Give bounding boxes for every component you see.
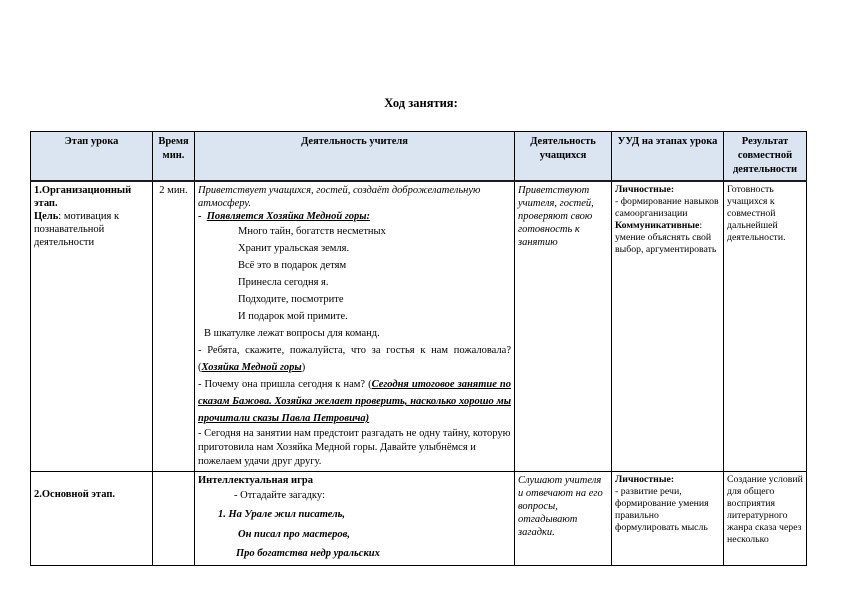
stage-title: 1.Организационный этап. bbox=[34, 185, 132, 209]
header-time: Время мин. bbox=[153, 132, 195, 182]
poem: Много тайн, богатств несметных Хранит уральская земля. Всё это в подарок детям Принесла сегодня я. Подходите, посмотрите И подарок мой примите. bbox=[238, 226, 386, 322]
teacher-activity-cell bbox=[195, 181, 515, 472]
uud-cell: Личностные: - развитие речи, формирование умения правильно формулировать мысль bbox=[612, 472, 724, 566]
header-stage: Этап урока bbox=[31, 132, 153, 182]
teacher-intro: Приветствует учащихся, гостей, создаёт доброжелательную атмосферу. bbox=[198, 185, 481, 209]
student-activity-cell: Слушают учителя и отвечают на его вопросы, отгадывают загадки. bbox=[515, 472, 612, 566]
game-title: Интеллектуальная игра bbox=[198, 475, 313, 486]
riddle-line: Он писал про мастеров, bbox=[238, 529, 350, 540]
student-activity-cell: Приветствуют учителя, гостей, проверяют свою готовность к занятию bbox=[515, 181, 612, 472]
stage-goal: Цель: мотивация к познавательной деятельности bbox=[34, 211, 120, 248]
table-header-row bbox=[31, 132, 807, 182]
stage-cell: 2.Основной этап. bbox=[31, 472, 153, 566]
uud-cell: Личностные: - формирование навыков самоорганизации Коммуникативные: умение объяснять свой выбор, аргументировать bbox=[612, 181, 724, 472]
question-2: - Почему она пришла сегодня к нам? (Сегодня итоговое занятие по сказам Бажова. Хозяйка желает проверить, насколько хорошо мы прочитали сказы Павла Петровича) bbox=[198, 379, 511, 424]
lesson-table bbox=[30, 131, 807, 566]
riddle-line: Про богатства недр уральских bbox=[236, 548, 380, 559]
riddle-prompt: - Отгадайте загадку: bbox=[234, 490, 325, 501]
box-text: В шкатулке лежат вопросы для команд. bbox=[204, 328, 380, 339]
appears-line: - Появляется Хозяйка Медной горы: bbox=[198, 211, 370, 222]
header-result: Результат совместной деятельности bbox=[724, 132, 807, 182]
page-title: Ход занятия: bbox=[384, 96, 458, 110]
result-cell: Создание условий для общего восприятия литературного жанра сказа через несколько bbox=[724, 472, 807, 566]
header-student-activity: Деятельность учащихся bbox=[515, 132, 612, 182]
riddle-line: 1. На Урале жил писатель, bbox=[218, 509, 346, 520]
time-cell: 2 мин. bbox=[153, 181, 195, 472]
time-cell bbox=[153, 472, 195, 566]
teacher-activity-cell bbox=[195, 472, 515, 566]
result-cell: Готовность учащихся к совместной дальнейшей деятельности. bbox=[724, 181, 807, 472]
closing-text: - Сегодня на занятии нам предстоит разгадать не одну тайну, которую приготовила нам Хозяйка Медной горы. Давайте улыбнёмся и пожелаем удачи друг другу. bbox=[198, 428, 511, 467]
header-teacher-activity: Деятельность учителя bbox=[195, 132, 515, 182]
stage-cell bbox=[31, 181, 153, 472]
question-1: - Ребята, скажите, пожалуйста, что за гостья к нам пожаловала? (Хозяйка Медной горы) bbox=[198, 345, 511, 373]
table-row bbox=[31, 181, 807, 472]
table-row bbox=[31, 472, 807, 566]
header-uud: УУД на этапах урока bbox=[612, 132, 724, 182]
